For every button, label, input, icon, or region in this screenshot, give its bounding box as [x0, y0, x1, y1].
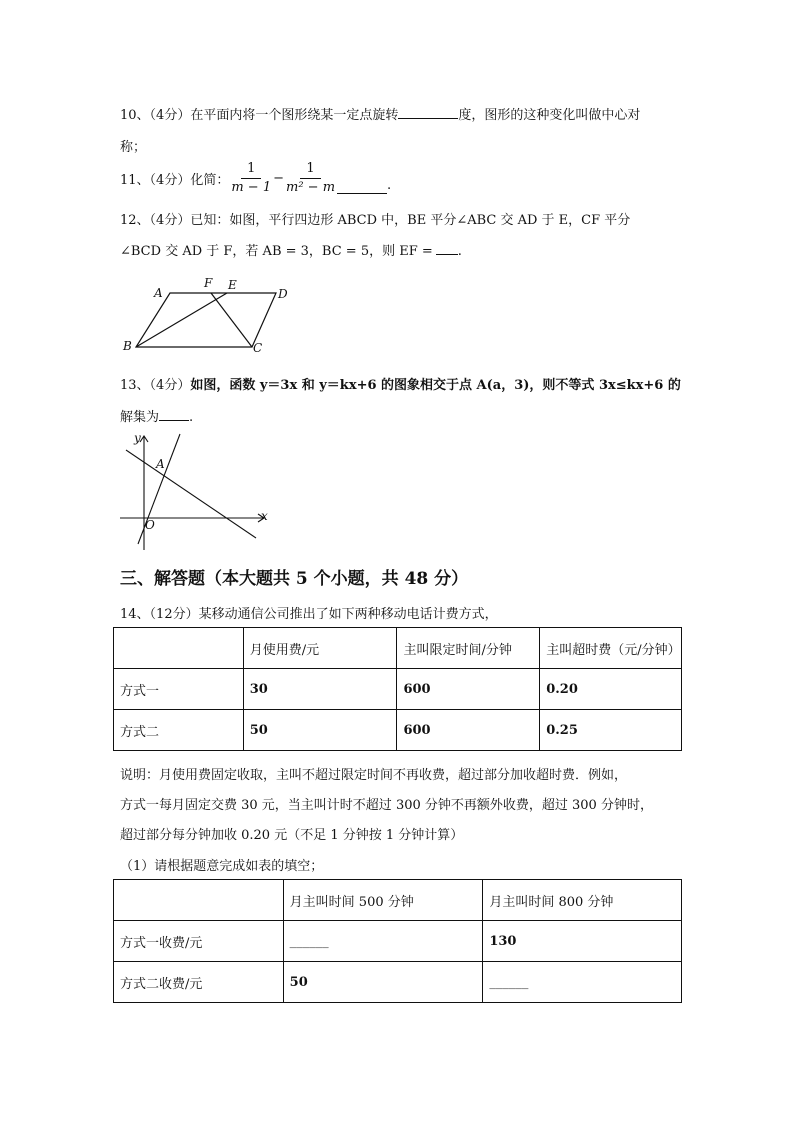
- table-cell: 方式二: [114, 710, 244, 751]
- q13-label-y: y: [134, 431, 141, 445]
- q11-label: 11、（4分）: [120, 173, 191, 188]
- q11-end: .: [387, 178, 392, 193]
- q11-frac1-numerator: 1: [241, 160, 261, 179]
- q11-fraction-2: [286, 160, 335, 197]
- table-header-row: [114, 880, 682, 921]
- q13-text-1: 如图，函数 y＝3x 和 y＝kx+6 的图象相交于点 A(a，3)，则不等式 3x≤kx+6 的: [190, 378, 681, 393]
- q14-intro-line: [120, 603, 498, 622]
- table-cell: 方式二收费/元: [114, 962, 284, 1003]
- q13-line1: [120, 374, 681, 393]
- q12-line2: [120, 240, 462, 259]
- q12-label-b: B: [123, 339, 132, 353]
- table-header-cell: [114, 628, 244, 669]
- q10-text-c: 称；: [120, 140, 147, 155]
- q12-label-d: D: [278, 287, 288, 301]
- q14-label: 14、（12分）: [120, 607, 199, 622]
- answer-blank-cell[interactable]: ______: [283, 921, 483, 962]
- table-cell: 50: [243, 710, 397, 751]
- q14-pricing-table: [113, 627, 682, 751]
- q12-end: .: [457, 244, 462, 259]
- q11-frac2-numerator: 1: [300, 160, 320, 179]
- q14-note-3: 超过部分每分钟加收 0.20 元（不足 1 分钟按 1 分钟计算）: [120, 828, 464, 843]
- table-cell: 方式一: [114, 669, 244, 710]
- q11-line: [120, 160, 391, 197]
- q13-label-o: O: [145, 518, 155, 532]
- q11-frac2-denominator: m² − m: [286, 180, 336, 195]
- q11-answer-blank[interactable]: [337, 181, 387, 194]
- table-cell: 方式一收费/元: [114, 921, 284, 962]
- q14-note-2: 方式一每月固定交费 30 元，当主叫计时不超过 300 分钟不再额外收费，超过 300 分钟时，: [120, 798, 653, 813]
- q12-label-f: F: [204, 276, 213, 290]
- q12-label: 12、（4分）: [120, 213, 191, 228]
- q13-end: .: [189, 410, 194, 425]
- table-header-cell: 主叫超时费（元/分钟）: [540, 628, 682, 669]
- segment-cf: [211, 293, 252, 347]
- q13-text-2: 解集为: [120, 410, 160, 425]
- table-cell: 50: [283, 962, 483, 1003]
- q11-fraction-1: [231, 160, 271, 197]
- table-header-cell: 月主叫时间 800 分钟: [483, 880, 682, 921]
- table-header-cell: 主叫限定时间/分钟: [397, 628, 540, 669]
- table-row: [114, 962, 682, 1003]
- q10-text-b: 度，图形的这种变化叫做中心对: [458, 108, 641, 123]
- q12-label-e: E: [228, 278, 237, 292]
- q14-fill-in-table: [113, 879, 682, 1003]
- q12-label-c: C: [253, 341, 263, 355]
- section-3-title: 三、解答题（本大题共 5 个小题，共 48 分）: [120, 569, 469, 589]
- table-cell: 0.20: [540, 669, 682, 710]
- q10-label: 10、（4分）: [120, 108, 191, 123]
- table-cell: 600: [397, 710, 540, 751]
- answer-blank-cell[interactable]: ______: [483, 962, 682, 1003]
- segment-be: [136, 293, 227, 347]
- table-cell: 30: [243, 669, 397, 710]
- q13-answer-blank[interactable]: [159, 408, 189, 421]
- q10-text-a: 在平面内将一个图形绕某一定点旋转: [190, 108, 399, 123]
- q14-sub-question-1: （1）请根据题意完成如表的填空；: [120, 859, 324, 874]
- q11-frac1-denominator: m − 1: [231, 180, 272, 195]
- table-cell: 130: [483, 921, 682, 962]
- q11-minus: −: [273, 171, 285, 186]
- q13-line2: [120, 406, 193, 425]
- table-header-cell: [114, 880, 284, 921]
- q11-lead: 化简：: [190, 173, 230, 188]
- table-cell: 600: [397, 669, 540, 710]
- table-row: [114, 710, 682, 751]
- table-cell: 0.25: [540, 710, 682, 751]
- q10-answer-blank[interactable]: [398, 106, 458, 119]
- q10-line1: [120, 104, 640, 123]
- q13-label: 13、（4分）: [120, 378, 191, 393]
- q12-answer-blank[interactable]: [436, 242, 458, 255]
- q13-label-x: x: [261, 509, 268, 523]
- table-row: [114, 669, 682, 710]
- q14-note-1: 说明：月使用费固定收取，主叫不超过限定时间不再收费，超过部分加收超时费．例如，: [120, 768, 628, 783]
- table-header-cell: 月使用费/元: [243, 628, 397, 669]
- table-header-row: [114, 628, 682, 669]
- table-header-cell: 月主叫时间 500 分钟: [283, 880, 483, 921]
- parallelogram-abcd: [136, 293, 276, 347]
- q12-text-1: 已知：如图，平行四边形 ABCD 中，BE 平分∠ABC 交 AD 于 E，CF 平分: [190, 213, 631, 228]
- q12-label-a: A: [154, 286, 163, 300]
- q13-label-a: A: [156, 457, 165, 471]
- table-row: [114, 921, 682, 962]
- q12-line1: [120, 209, 630, 228]
- q12-text-2: ∠BCD 交 AD 于 F，若 AB = 3，BC = 5，则 EF =: [120, 244, 433, 259]
- q14-intro: 某移动通信公司推出了如下两种移动电话计费方式，: [198, 607, 498, 622]
- q13-graph-figure: [116, 428, 276, 552]
- q12-parallelogram-figure: [118, 274, 298, 358]
